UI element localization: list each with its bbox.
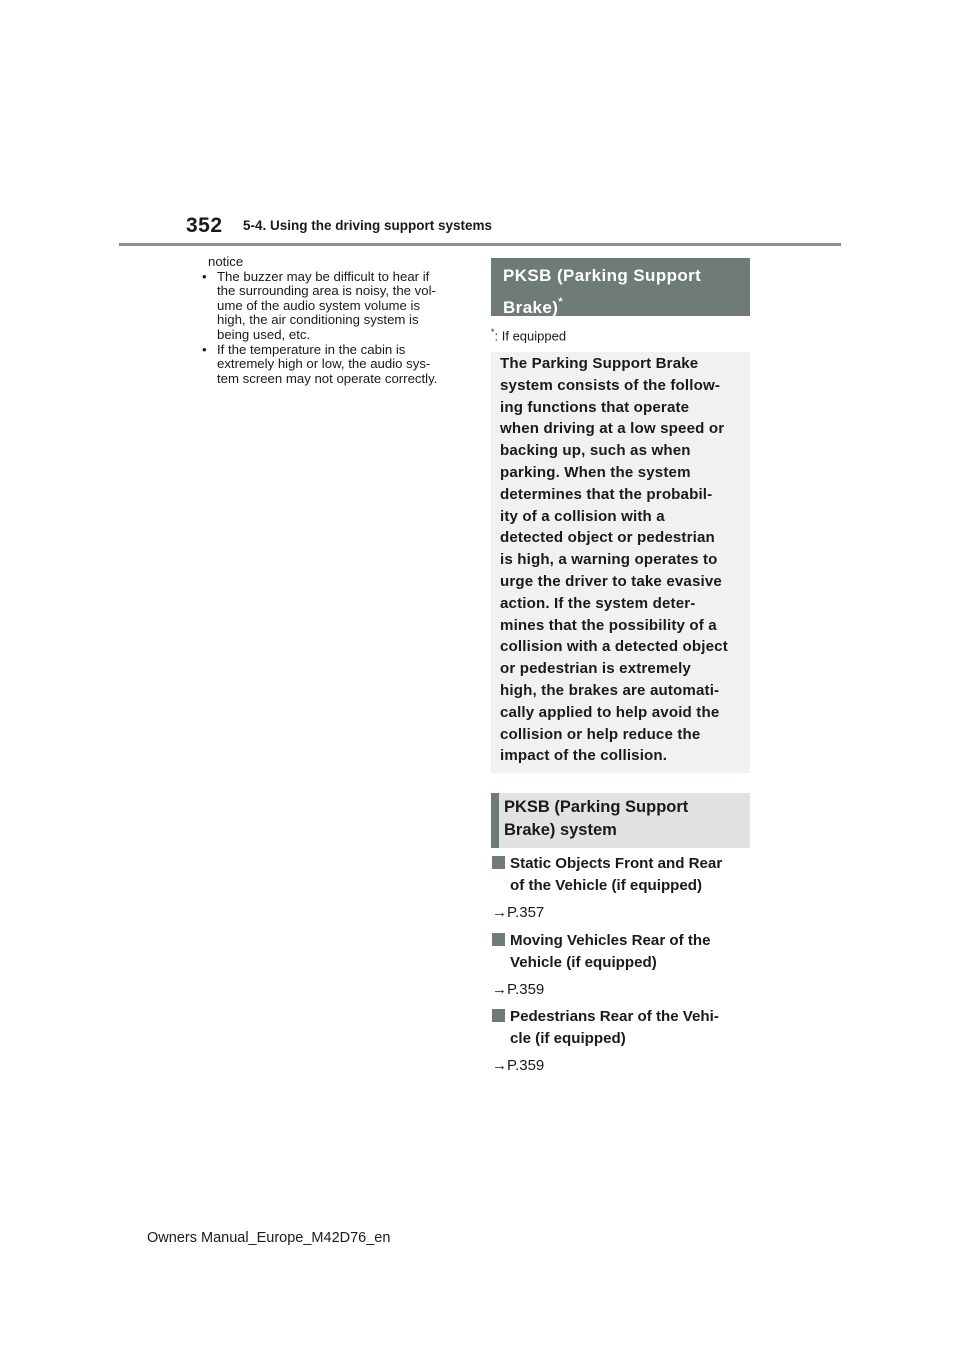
intro-line: system consists of the follow- bbox=[500, 376, 721, 394]
intro-line: mines that the possibility of a bbox=[500, 616, 717, 634]
footnote bbox=[491, 327, 566, 343]
intro-line: The Parking Support Brake bbox=[500, 355, 699, 372]
page-reference-link[interactable]: →P.359 bbox=[492, 981, 545, 998]
pksb-heading-line bbox=[503, 289, 738, 321]
footer-text: Owners Manual_Europe_M42D76_en bbox=[147, 1230, 391, 1246]
square-bullet-icon bbox=[492, 1009, 505, 1022]
intro-line: is high, a warning operates to bbox=[500, 551, 718, 569]
system-heading bbox=[491, 793, 750, 848]
function-title-line: Static Objects Front and Rear bbox=[510, 855, 723, 872]
intro-line: backing up, such as when bbox=[500, 442, 691, 460]
bullet-line: high, the air conditioning system is bbox=[217, 312, 419, 328]
intro-line: high, the brakes are automati- bbox=[500, 681, 720, 699]
system-heading-line: PKSB (Parking Support bbox=[504, 798, 689, 816]
intro-line: collision with a detected object bbox=[500, 638, 728, 656]
bullet-line: ume of the audio system volume is bbox=[217, 297, 421, 313]
bullet-item bbox=[201, 270, 469, 343]
function-title-line: Pedestrians Rear of the Vehi- bbox=[510, 1008, 719, 1025]
intro-line: parking. When the system bbox=[500, 463, 691, 481]
system-heading-line: Brake) system bbox=[504, 821, 617, 839]
intro-line: collision or help reduce the bbox=[500, 725, 701, 743]
function-title-moving-vehicles bbox=[492, 930, 752, 974]
function-title-line: Moving Vehicles Rear of the bbox=[510, 932, 711, 949]
function-title-static-objects bbox=[492, 853, 752, 897]
bullet-line: being used, etc. bbox=[217, 326, 311, 342]
bullet-line: If the temperature in the cabin is bbox=[217, 341, 406, 357]
pksb-heading-line: PKSB (Parking Support bbox=[503, 266, 702, 285]
function-title-line: cle (if equipped) bbox=[510, 1030, 626, 1047]
function-title-pedestrians bbox=[492, 1006, 752, 1050]
page-reference-link[interactable]: →P.359 bbox=[492, 1057, 545, 1074]
continuation-text: notice bbox=[208, 254, 244, 269]
intro-line: ity of a collision with a bbox=[500, 507, 665, 525]
pksb-heading bbox=[491, 258, 750, 316]
square-bullet-icon bbox=[492, 856, 505, 869]
pksb-heading-text: Brake) bbox=[503, 298, 559, 317]
function-title-line: Vehicle (if equipped) bbox=[510, 954, 657, 971]
square-bullet-icon bbox=[492, 933, 505, 946]
bullet-icon: • bbox=[202, 268, 207, 284]
bullet-line: the surrounding area is noisy, the vol- bbox=[217, 283, 436, 299]
intro-box bbox=[491, 352, 750, 773]
intro-line: urge the driver to take evasive bbox=[500, 572, 722, 590]
intro-line: cally applied to help avoid the bbox=[500, 703, 720, 721]
intro-line: when driving at a low speed or bbox=[500, 420, 725, 438]
bullet-item bbox=[201, 343, 469, 387]
header-rule bbox=[119, 243, 841, 246]
bullet-line: tem screen may not operate correctly. bbox=[217, 370, 438, 386]
function-title-line: of the Vehicle (if equipped) bbox=[510, 877, 703, 894]
bullet-line: The buzzer may be difficult to hear if bbox=[217, 268, 430, 284]
intro-line: action. If the system deter- bbox=[500, 594, 696, 612]
bullet-line: extremely high or low, the audio sys- bbox=[217, 356, 431, 372]
left-column bbox=[201, 255, 469, 386]
bullet-icon: • bbox=[202, 341, 207, 357]
footnote-marker: * bbox=[558, 296, 564, 308]
intro-line: or pedestrian is extremely bbox=[500, 660, 691, 678]
footnote-text: : If equipped bbox=[494, 328, 567, 344]
page-number: 352 bbox=[186, 214, 223, 237]
intro-line: impact of the collision. bbox=[500, 747, 668, 765]
section-title: 5-4. Using the driving support systems bbox=[243, 218, 493, 233]
intro-line: ing functions that operate bbox=[500, 398, 690, 416]
intro-line: determines that the probabil- bbox=[500, 485, 713, 503]
notice-bullet-list bbox=[201, 270, 469, 387]
page-reference-link[interactable]: →P.357 bbox=[492, 904, 545, 921]
footnote-marker: * bbox=[491, 327, 495, 337]
intro-line: detected object or pedestrian bbox=[500, 529, 715, 547]
